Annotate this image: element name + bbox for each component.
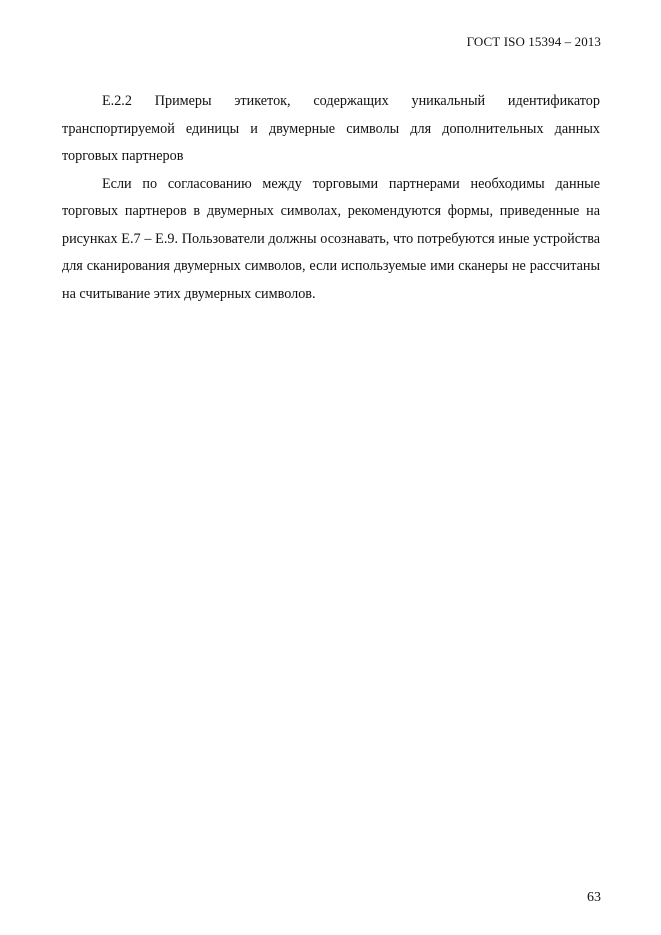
document-header: ГОСТ ISO 15394 – 2013: [466, 34, 601, 49]
body-paragraph: Если по согласованию между торговыми партнерами необходимы данные торговых партнеров в двумерных символах, рекомендуются формы, приведенные на рисунках Е.7 – Е.9. Пользователи должны осознавать, что потребуются иные устройства для сканирования двумерных символов, если используемые ими сканеры не рассчитаны на считывание этих двумерных символов.: [62, 175, 600, 302]
page-number: 63: [587, 890, 601, 905]
document-body: [62, 88, 600, 308]
section-heading-paragraph: Е.2.2 Примеры этикеток, содержащих уникальный идентификатор транспортируемой единицы и двумерные символы для дополнительных данных торговых партнеров: [62, 93, 600, 164]
